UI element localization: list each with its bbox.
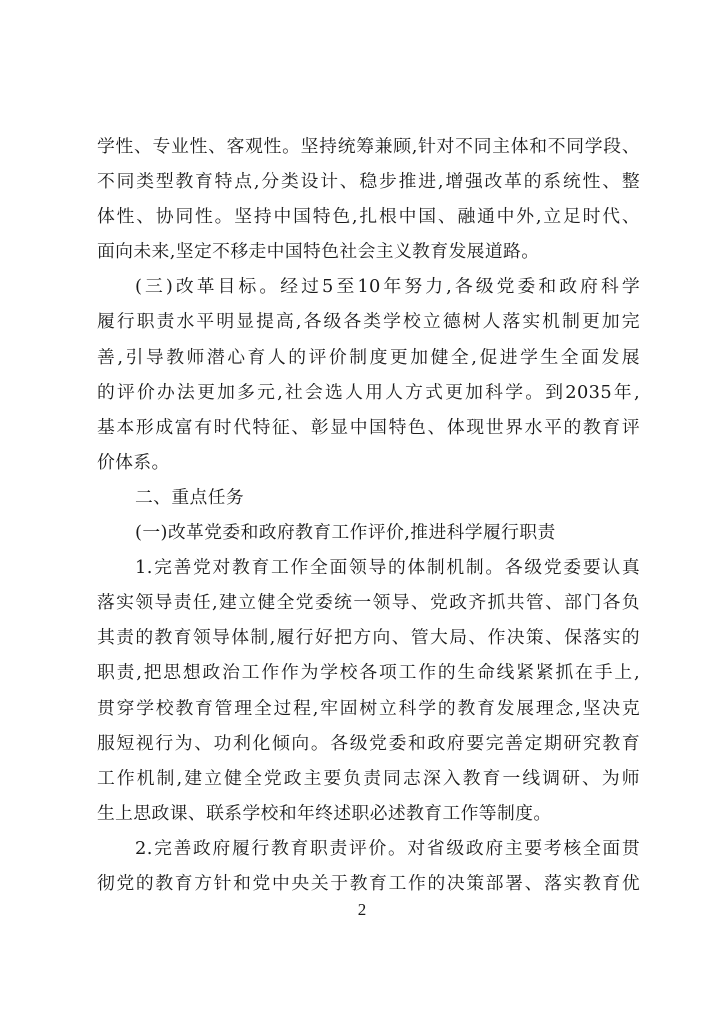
text-line: 学性、专业性、客观性。坚持统筹兼顾,针对不同主体和不同学段、: [97, 136, 640, 157]
text-line: 2.完善政府履行教育职责评价。对省级政府主要考核全面贯: [135, 837, 640, 859]
paragraph-item-1: [97, 550, 640, 831]
text-line: 的评价办法更加多元,社会选人用人方式更加科学。到2035年,: [97, 381, 640, 403]
text-line: 履行职责水平明显提高,各级各类学校立德树人落实机制更加完: [97, 311, 640, 333]
text-line: (三)改革目标。经过5至10年努力,各级党委和政府科学: [135, 276, 640, 298]
text-line: 1.完善党对教育工作全面领导的体制机制。各级党委要认真: [135, 557, 640, 579]
text-line: 职责,把思想政治工作作为学校各项工作的生命线紧紧抓在手上,: [97, 662, 640, 684]
text-line: 服短视行为、功利化倾向。各级党委和政府要完善定期研究教育: [97, 732, 640, 754]
text-line: 体性、协同性。坚持中国特色,扎根中国、融通中外,立足时代、: [97, 206, 640, 228]
text-line: 价体系。: [97, 451, 170, 473]
paragraph-principles-continued: [97, 129, 640, 269]
text-line: 基本形成富有时代特征、彰显中国特色、体现世界水平的教育评: [97, 416, 640, 438]
page-number: 2: [357, 900, 367, 919]
section-heading-key-tasks: 二、重点任务: [135, 486, 245, 508]
text-line: 贯穿学校教育管理全过程,牢固树立科学的教育发展理念,坚决克: [97, 697, 640, 719]
text-line: 其责的教育领导体制,履行好把方向、管大局、作决策、保落实的: [97, 627, 640, 649]
paragraph-item-2: [97, 831, 640, 901]
paragraph-reform-goals: [97, 269, 640, 480]
text-line: 善,引导教师潜心育人的评价制度更加健全,促进学生全面发展: [97, 346, 640, 368]
text-line: 不同类型教育特点,分类设计、稳步推进,增强改革的系统性、整: [97, 171, 640, 193]
text-line: 面向未来,坚定不移走中国特色社会主义教育发展道路。: [97, 241, 540, 263]
text-line: 落实领导责任,建立健全党委统一领导、党政齐抓共管、部门各负: [97, 592, 640, 614]
text-line: 生上思政课、联系学校和年终述职必述教育工作等制度。: [97, 802, 552, 824]
subsection-heading-party-government-evaluation: (一)改革党委和政府教育工作评价,推进科学履行职责: [135, 522, 556, 544]
document-body: [97, 129, 640, 901]
text-line: 彻党的教育方针和党中央关于教育工作的决策部署、落实教育优: [97, 872, 640, 894]
text-line: 工作机制,建立健全党政主要负责同志深入教育一线调研、为师: [97, 767, 640, 789]
